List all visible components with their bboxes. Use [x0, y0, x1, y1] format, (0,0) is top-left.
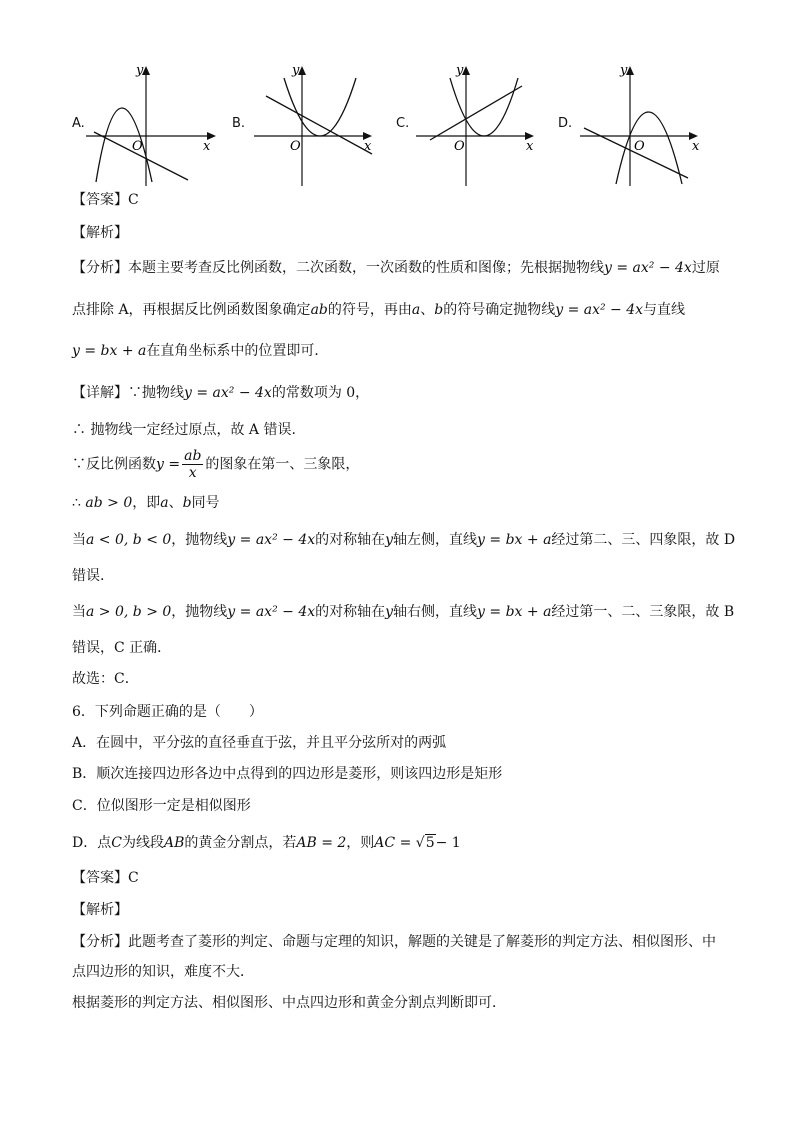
- y-axis-label: y: [456, 63, 464, 78]
- graph-a: [82, 58, 232, 190]
- y-axis-label: y: [136, 63, 144, 78]
- origin-label: O: [132, 139, 143, 154]
- q6-answer: 【答案】C: [72, 870, 139, 886]
- q6-fenxi-line-2: 点四边形的知识，难度不大．: [72, 964, 254, 980]
- graph-b: [244, 58, 394, 190]
- q6-option-c: C．位似图形一定是相似图形: [72, 798, 251, 814]
- q6-option-a: A．在圆中，平分弦的直径垂直于弦，并且平分弦所对的两弧: [72, 735, 447, 751]
- q5-detail-line-4: ∴ ab > 0，即a、b同号: [72, 495, 220, 511]
- x-axis-label: x: [364, 139, 372, 154]
- x-axis-label: x: [692, 139, 700, 154]
- origin-label: O: [634, 139, 645, 154]
- q5-detail-line-1: 【详解】∵抛物线y = ax² − 4x的常数项为 0，: [72, 385, 370, 401]
- y-axis-label: y: [620, 63, 628, 78]
- q5-answer: 【答案】C: [72, 192, 139, 208]
- parabola-curve: [284, 78, 356, 136]
- x-axis-label: x: [203, 139, 211, 154]
- q5-detail-line-7: 当a > 0, b > 0，抛物线y = ax² − 4x的对称轴在y轴右侧，直线y = bx + a经过第一、二、三象限，故 B: [72, 604, 735, 620]
- fraction: $\frac{ab}{x}$: [184, 448, 202, 481]
- q5-fenxi-line-2: 点排除 A，再根据反比例函数图象确定ab的符号，再由a、b的符号确定抛物线y = ax² − 4x与直线: [72, 302, 686, 318]
- q5-analysis-heading: 【解析】: [72, 225, 128, 241]
- straight-line: [266, 96, 372, 154]
- origin-label: O: [290, 139, 301, 154]
- straight-line: [430, 86, 522, 140]
- origin-label: O: [454, 139, 465, 154]
- q5-detail-line-6: 错误.: [72, 568, 105, 584]
- y-axis-label: y: [292, 63, 300, 78]
- q6-option-b: B．顺次连接四边形各边中点得到的四边形是菱形，则该四边形是矩形: [72, 766, 503, 782]
- q5-detail-line-8: 错误，C 正确．: [72, 640, 172, 656]
- graph-c: [410, 58, 560, 190]
- q6-fenxi-line-1: 【分析】此题考查了菱形的判定、命题与定理的知识，解题的关键是了解菱形的判定方法、相似图形、中: [72, 934, 716, 950]
- q6-option-d: D．点C为线段AB的黄金分割点，若AB = 2，则AC = √5− 1: [72, 835, 461, 851]
- q5-detail-line-3: ∵反比例函数y = $\frac{ab}{x}$ 的图象在第一、三象限，: [72, 448, 360, 481]
- option-d-label: D.: [558, 116, 573, 131]
- q6-fenxi-line-3: 根据菱形的判定方法、相似图形、中点四边形和黄金分割点判断即可．: [72, 995, 506, 1011]
- q5-detail-line-2: ∴ 抛物线一定经过原点，故 A 错误.: [72, 422, 296, 438]
- q5-detail-line-5: 当a < 0, b < 0，抛物线y = ax² − 4x的对称轴在y轴左侧，直线y = bx + a经过第二、三、四象限，故 D: [72, 532, 736, 548]
- parabola-curve: [96, 108, 152, 182]
- graph-d: [570, 58, 720, 190]
- q5-fenxi-line-3: y = bx + a在直角坐标系中的位置即可．: [72, 343, 329, 359]
- q6-stem: 6．下列命题正确的是（ ）: [72, 704, 263, 720]
- option-a-label: A.: [72, 116, 85, 131]
- q5-detail-line-9: 故选：C．: [72, 671, 139, 687]
- option-c-label: C.: [396, 116, 410, 131]
- q6-analysis-heading: 【解析】: [72, 902, 128, 918]
- x-axis-label: x: [526, 139, 534, 154]
- parabola-curve: [450, 78, 518, 136]
- q5-fenxi-line-1: 【分析】本题主要考查反比例函数，二次函数，一次函数的性质和图像；先根据抛物线y = ax² − 4x过原: [72, 260, 720, 276]
- option-b-label: B.: [232, 116, 246, 131]
